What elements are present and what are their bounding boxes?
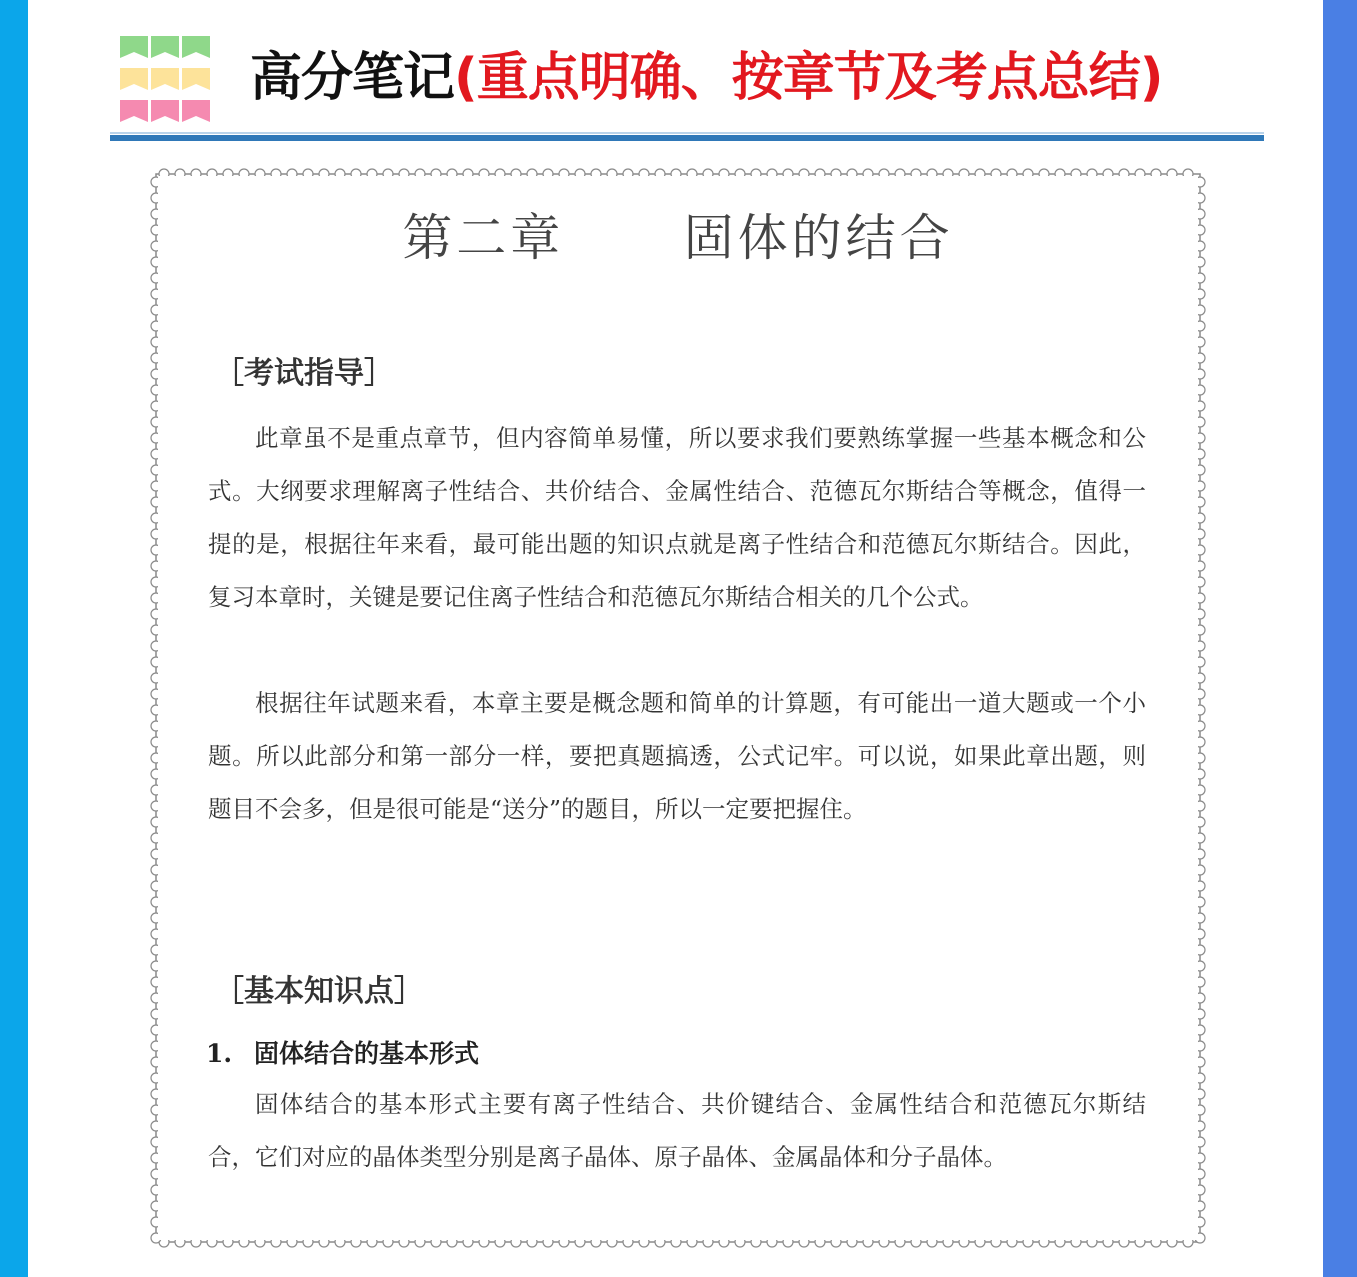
chapter-name: 固体的结合 [683, 209, 954, 267]
subsection-title: 固体结合的基本形式 [254, 1039, 480, 1068]
document-page [150, 168, 1206, 1248]
bunting-flag-icon [120, 100, 148, 122]
header-title-main: 高分笔记 [250, 48, 455, 108]
paragraph: 此章虽不是重点章节，但内容简单易懂，所以要求我们要熟练掌握一些基本概念和公式。大纲要求理解离子性结合、共价结合、金属性结合、范德瓦尔斯结合等概念，值得一提的是，根据往年来看，最可能出题的知识点就是离子性结合和范德瓦尔斯结合。因此，复习本章时，关键是要记住离子性结合和范德瓦尔斯结合相关的几个公式。 [208, 424, 1146, 611]
header-divider-highlight [110, 132, 1264, 134]
document-body [158, 176, 1198, 1240]
bunting-flag-icon [151, 100, 179, 122]
bunting-flags-icon [118, 32, 214, 128]
header-title-subtitle: (重点明确、按章节及考点总结) [454, 48, 1163, 108]
bunting-flag-icon [151, 36, 179, 58]
subsection-number: 1. [206, 1039, 233, 1068]
subsection-heading [206, 1034, 479, 1070]
chapter-number: 第二章 [402, 209, 565, 267]
header-divider [110, 135, 1264, 141]
bunting-flag-icon [182, 36, 210, 58]
bunting-flag-icon [182, 100, 210, 122]
bunting-flag-icon [120, 36, 148, 58]
chapter-title [158, 198, 1198, 270]
page-header [118, 28, 1268, 128]
bunting-flag-icon [120, 68, 148, 90]
right-side-band [1323, 0, 1357, 1277]
bunting-flag-icon [151, 68, 179, 90]
paragraph: 固体结合的基本形式主要有离子性结合、共价键结合、金属性结合和范德瓦尔斯结合，它们对应的晶体类型分别是离子晶体、原子晶体、金属晶体和分子晶体。 [208, 1090, 1146, 1171]
bunting-flag-icon [182, 68, 210, 90]
left-side-band [0, 0, 28, 1277]
paragraph: 根据往年试题来看，本章主要是概念题和简单的计算题，有可能出一道大题或一个小题。所以此部分和第一部分一样，要把真题搞透，公式记牢。可以说，如果此章出题，则题目不会多，但是很可能是“送分”的题目，所以一定要把握住。 [208, 689, 1146, 823]
header-title [250, 46, 1163, 110]
section-heading-exam-guide: ［考试指导］ [214, 356, 394, 391]
section-heading-key-points: ［基本知识点］ [214, 974, 424, 1009]
